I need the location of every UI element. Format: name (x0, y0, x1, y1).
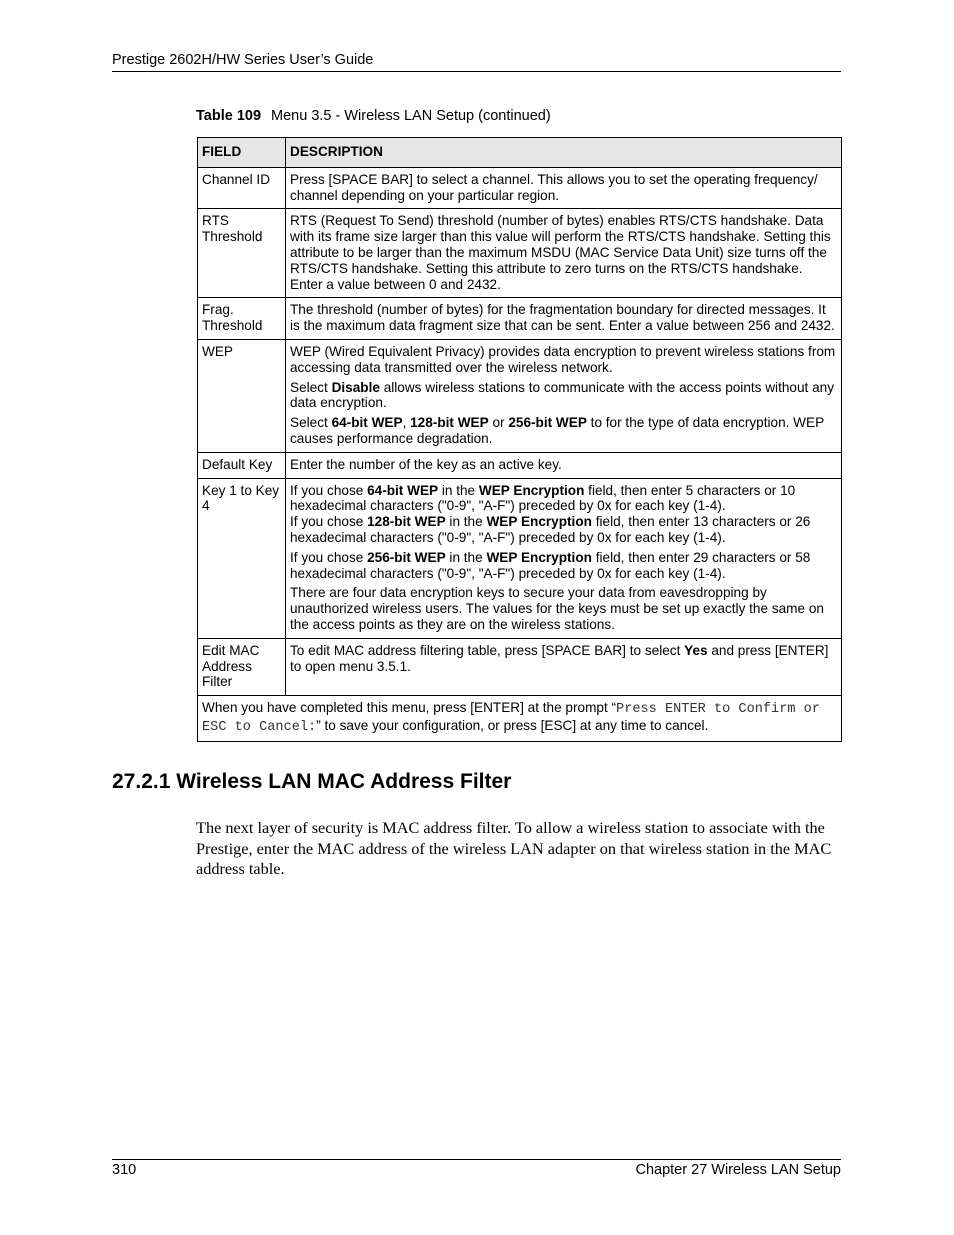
description-cell: The threshold (number of bytes) for the fragmentation boundary for directed messages. It is the maximum data fragment size that can be sent. Enter a value between 256 and 2432. (286, 298, 842, 340)
wireless-lan-setup-table (197, 137, 842, 742)
page-number: 310 (112, 1162, 137, 1178)
description-cell: RTS (Request To Send) threshold (number of bytes) enables RTS/CTS handshake. Data with its frame size larger than this value will perform the RTS/CTS handshake. Setting this attribute to be larger than the maximum MSDU (MAC Service Data Unit) size turns off the RTS/CTS handshake. Setting this attribute to zero turns on the RTS/CTS handshake. Enter a value between 0 and 2432. (286, 209, 842, 298)
table-caption-text: Menu 3.5 - Wireless LAN Setup (continued) (271, 108, 551, 124)
table-row-default-key (198, 452, 842, 478)
table-caption (196, 108, 551, 124)
text-run: in the (445, 549, 487, 565)
description-paragraph (290, 380, 836, 412)
bold-term: Yes (684, 642, 708, 658)
description-paragraph (290, 415, 836, 447)
description-cell: Enter the number of the key as an active key. (286, 452, 842, 478)
field-cell: RTS Threshold (198, 209, 286, 298)
chapter-title: Chapter 27 Wireless LAN Setup (635, 1162, 841, 1178)
description-cell (286, 339, 842, 452)
section-heading: 27.2.1 Wireless LAN MAC Address Filter (112, 770, 512, 793)
text-run: allows wireless stations to communicate with the access points without any data encryption. (290, 379, 835, 411)
table-row-rts-threshold (198, 209, 842, 298)
column-header-field: FIELD (198, 138, 286, 168)
text-run: Select (290, 379, 332, 395)
bold-term: Disable (331, 379, 380, 395)
table-row-wep (198, 339, 842, 452)
text-run: If you chose (290, 514, 368, 530)
text-run: field, then enter 5 characters or 10 hexadecimal characters ("0-9", "A-F") preceded by 0x for each key (1-4). (290, 482, 796, 514)
text-run: in the (445, 514, 487, 530)
text-run: in the (438, 482, 479, 498)
running-header: Prestige 2602H/HW Series User’s Guide (112, 52, 374, 68)
description-paragraph (290, 550, 836, 582)
table-row-key-1-to-4 (198, 478, 842, 638)
description-paragraph: WEP (Wired Equivalent Privacy) provides data encryption to prevent wireless stations from accessing data transmitted over the wireless network. (290, 343, 836, 375)
footer-divider (112, 1159, 841, 1160)
field-cell: Channel ID (198, 167, 286, 209)
field-cell: Edit MAC Address Filter (198, 638, 286, 695)
text-run: , (402, 415, 411, 431)
text-run: If you chose (290, 549, 368, 565)
bold-term: WEP Encryption (486, 549, 592, 565)
text-run: field, then enter 13 characters or 26 hexadecimal characters ("0-9", "A-F") preceded by 0x for each key (1-4). (290, 514, 811, 545)
bold-term: 256-bit WEP (508, 415, 587, 431)
column-header-description: DESCRIPTION (286, 138, 842, 168)
text-run: Select (290, 415, 332, 431)
table-footer-row (198, 696, 842, 742)
text-run: or (488, 415, 509, 431)
text-run: and press [ENTER] to open menu 3.5.1. (290, 642, 829, 674)
text-run: If you chose (290, 482, 368, 498)
text-run: field, then enter 29 characters or 58 hexadecimal characters ("0-9", "A-F") preceded by 0x for each key (1-4). (290, 549, 811, 581)
bold-term: WEP Encryption (486, 514, 592, 530)
bold-term: 64-bit WEP (367, 482, 439, 498)
field-cell: Default Key (198, 452, 286, 478)
table-caption-number: Table 109 (196, 108, 262, 124)
field-cell: Frag. Threshold (198, 298, 286, 340)
text-run: When you have completed this menu, press [ENTER] at the prompt “ (202, 700, 617, 716)
field-cell: WEP (198, 339, 286, 452)
prompt-code: Press ENTER to Confirm or ESC to Cancel: (202, 702, 820, 735)
body-paragraph: The next layer of security is MAC address filter. To allow a wireless station to associate with the Prestige, enter the MAC address of the wireless LAN adapter on that wireless station in the MAC address table. (196, 818, 832, 878)
table-row-edit-mac-address-filter (198, 638, 842, 695)
description-paragraph: There are four data encryption keys to secure your data from eavesdropping by unauthorized wireless users. The values for the keys must be set up exactly the same on the access points as they are on the wireless stations. (290, 585, 824, 632)
text-run: to for the type of data encryption. WEP causes performance degradation. (290, 415, 824, 446)
table-row-frag-threshold (198, 298, 842, 340)
description-cell: Press [SPACE BAR] to select a channel. This allows you to set the operating frequency/ channel depending on your particular region. (286, 167, 842, 209)
table-header-row (198, 138, 842, 168)
text-run: ” to save your configuration, or press [ESC] at any time to cancel. (316, 717, 709, 733)
field-cell: Key 1 to Key 4 (198, 478, 286, 638)
description-cell (286, 478, 842, 638)
bold-term: 128-bit WEP (367, 514, 446, 530)
bold-term: 128-bit WEP (410, 415, 489, 431)
bold-term: 64-bit WEP (331, 415, 403, 431)
bold-term: 256-bit WEP (367, 549, 446, 565)
description-cell (286, 638, 842, 695)
table-footer-note (198, 696, 842, 742)
header-divider (112, 71, 841, 72)
description-paragraph (290, 483, 836, 546)
text-run: To edit MAC address filtering table, press [SPACE BAR] to select (290, 642, 685, 658)
bold-term: WEP Encryption (478, 482, 585, 498)
table-row-channel-id (198, 167, 842, 209)
description-paragraph (290, 643, 836, 675)
